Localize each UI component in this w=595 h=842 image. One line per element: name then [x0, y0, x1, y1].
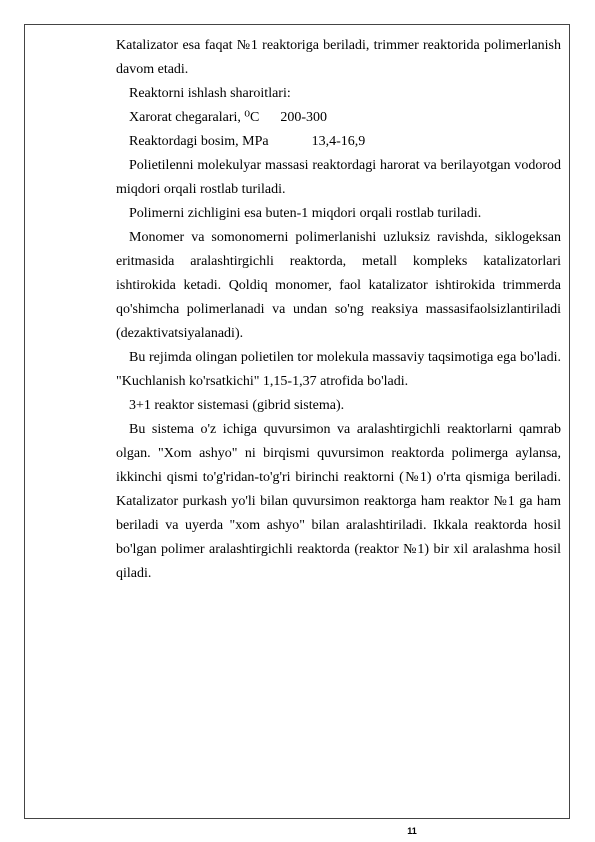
- paragraph-hybrid-system-description: Bu sistema o'z ichiga quvursimon va aralashtirgichli reaktorlarni qamrab olgan. "Xom ashyo" ni birqismi quvursimon reaktorda polimerga aylansa, ikkinchi qismi to'g'ridan-to'g'ri birinchi reaktorni (№1) o'rta qismiga beriladi. Katalizator purkash yo'li bilan quvursimon reaktorga ham reaktor №1 ga ham beriladi va uyerda "xom ashyo" bilan aralashtiriladi. Ikkala reaktorda hosil bo'lgan polimer aralashtirgichli reaktorda (reaktor №1) bir xil aralashma hosil qiladi.: [116, 422, 561, 581]
- paragraph-density: Polimerni zichligini esa buten-1 miqdori orqali rostlab turiladi.: [129, 206, 482, 221]
- condition-pressure-row: [116, 130, 561, 154]
- paragraph-mass-distribution: Bu rejimda olingan polietilen tor molekula massaviy taqsimotiga ega bo'ladi. "Kuchlanish ko'rsatkichi" 1,15-1,37 atrofida bo'ladi.: [116, 350, 561, 389]
- paragraph-molecular-mass: Polietilenni molekulyar massasi reaktordagi harorat va berilayotgan vodorod miqdori orqali rostlab turiladi.: [116, 158, 561, 197]
- pressure-value: 13,4-16,9: [311, 134, 366, 149]
- page-number: 11: [407, 826, 417, 836]
- temperature-label: Xarorat chegaralari, ⁰C: [129, 110, 260, 125]
- paragraph-hybrid-system-heading: 3+1 reaktor sistemasi (gibrid sistema).: [129, 398, 345, 413]
- condition-temperature-row: [116, 106, 561, 130]
- paragraph-catalyst-feed: Katalizator esa faqat №1 reaktoriga beriladi, trimmer reaktorida polimerlanish davom etadi.: [116, 38, 561, 77]
- temperature-value: 200-300: [280, 110, 328, 125]
- pressure-label: Reaktordagi bosim, MPa: [129, 134, 269, 149]
- document-body: [116, 34, 561, 586]
- paragraph-polymerization: Monomer va somonomerni polimerlanishi uzluksiz ravishda, siklogeksan eritmasida aralashtirgichli reaktorda, metall kompleks katalizatorlari ishtirokida ketadi. Qoldiq monomer, faol katalizator ishtirokida trimmerda qo'shimcha polimerlanadi va undan so'ng reaksiya massasifaolsizlantiriladi (dezaktivatsiyalanadi).: [116, 230, 561, 341]
- paragraph-operating-conditions-heading: Reaktorni ishlash sharoitlari:: [129, 86, 291, 101]
